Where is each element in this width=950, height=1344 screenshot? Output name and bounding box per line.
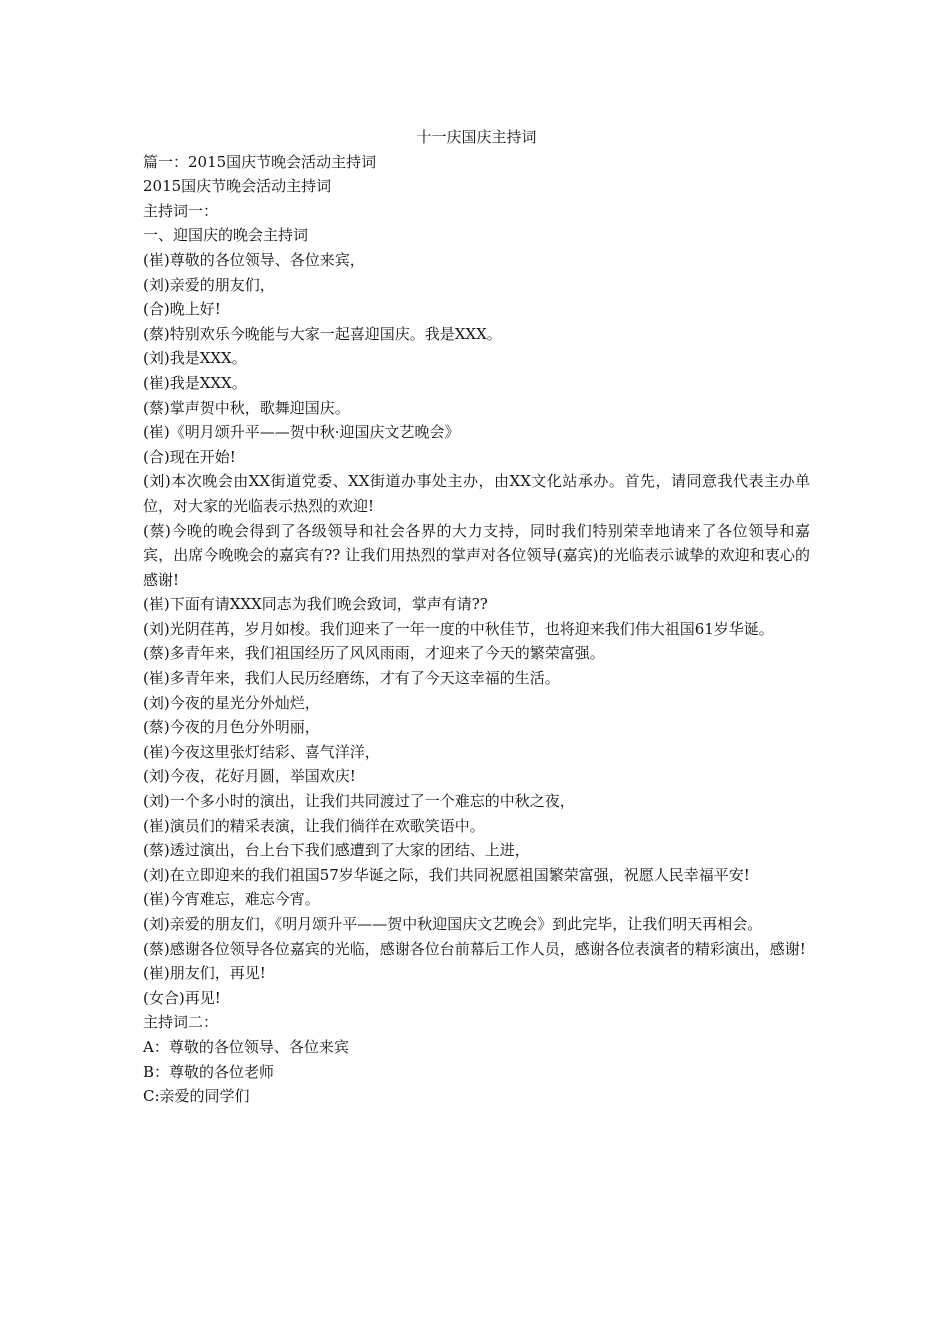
text-line: 主持词二： [143, 1013, 219, 1032]
text-line: (崔)多青年来，我们人民历经磨练，才有了今天这幸福的生活。 [143, 669, 560, 688]
text-line: (蔡)多青年来，我们祖国经历了风风雨雨，才迎来了今天的繁荣富强。 [143, 644, 605, 663]
text-line: (蔡)特别欢乐今晚能与大家一起喜迎国庆。我是XXX。 [143, 324, 502, 343]
text-line: (蔡)感谢各位领导各位嘉宾的光临，感谢各位台前幕后工作人员，感谢各位表演者的精彩演出，感谢! [143, 939, 806, 958]
text-line: (刘)我是XXX。 [143, 349, 247, 368]
text-line: (崔)演员们的精采表演，让我们徜徉在欢歌笑语中。 [143, 816, 485, 835]
text-line: A：尊敬的各位领导、各位来宾 [143, 1037, 349, 1056]
text-line: (刘)在立即迎来的我们祖国57岁华诞之际，我们共同祝愿祖国繁荣富强，祝愿人民幸福平安! [143, 865, 750, 884]
text-line: 2015国庆节晚会活动主持词 [143, 177, 332, 196]
text-line: 篇一：2015国庆节晚会活动主持词 [143, 152, 377, 171]
text-line: (崔)今宵难忘，难忘今宵。 [143, 890, 320, 909]
text-line: (刘)亲爱的朋友们，《明月颂升平——贺中秋迎国庆文艺晚会》到此完毕，让我们明天再相会。 [143, 915, 763, 933]
text-line: 一、迎国庆的晚会主持词 [143, 226, 309, 245]
text-line: (刘)亲爱的朋友们， [143, 275, 275, 294]
text-line: C:亲爱的同学们 [143, 1087, 250, 1106]
text-line: (蔡)掌声贺中秋，歌舞迎国庆。 [143, 398, 350, 417]
text-line: B：尊敬的各位老师 [143, 1062, 275, 1081]
text-line: (刘)本次晚会由XX街道党委、XX街道办事处主办，由XX文化站承办。首先，请同意我代表主办单位，对大家的光临表示热烈的欢迎! [143, 472, 810, 515]
text-line: (蔡)今夜的月色分外明丽， [143, 718, 320, 737]
text-line: (刘)光阴荏苒，岁月如梭。我们迎来了一年一度的中秋佳节，也将迎来我们伟大祖国61岁华诞。 [143, 619, 774, 638]
text-line: (崔)《明月颂升平——贺中秋·迎国庆文艺晚会》 [143, 423, 460, 442]
text-line: (崔)我是XXX。 [143, 373, 247, 392]
text-line: (崔)今夜这里张灯结彩、喜气洋洋， [143, 742, 380, 761]
document-body [143, 125, 810, 1109]
text-line: (崔)朋友们，再见! [143, 964, 266, 983]
text-line: (崔)尊敬的各位领导、各位来宾， [143, 250, 365, 269]
text-line: (合)现在开始! [143, 447, 236, 466]
text-line: (刘)一个多小时的演出，让我们共同渡过了一个难忘的中秋之夜， [143, 792, 575, 811]
text-line: (女合)再见! [143, 988, 221, 1007]
document-title: 十一庆国庆主持词 [416, 128, 537, 146]
text-line: 主持词一： [143, 201, 219, 220]
text-line: (合)晚上好! [143, 300, 221, 319]
text-line: (蔡)今晚的晚会得到了各级领导和社会各界的大力支持，同时我们特别荣幸地请来了各位领导和嘉宾，出席今晚晚会的嘉宾有?? 让我们用热烈的掌声对各位领导(嘉宾)的光临表示诚挚的欢迎和衷心的感谢! [143, 521, 810, 589]
text-line: (崔)下面有请XXX同志为我们晚会致词，掌声有请?? [143, 595, 488, 614]
document-lines [143, 150, 810, 1109]
text-line: (刘)今夜的星光分外灿烂， [143, 693, 320, 712]
text-line: (刘)今夜，花好月圆，举国欢庆! [143, 767, 356, 786]
text-line: (蔡)透过演出，台上台下我们感遭到了大家的团结、上进， [143, 841, 530, 860]
